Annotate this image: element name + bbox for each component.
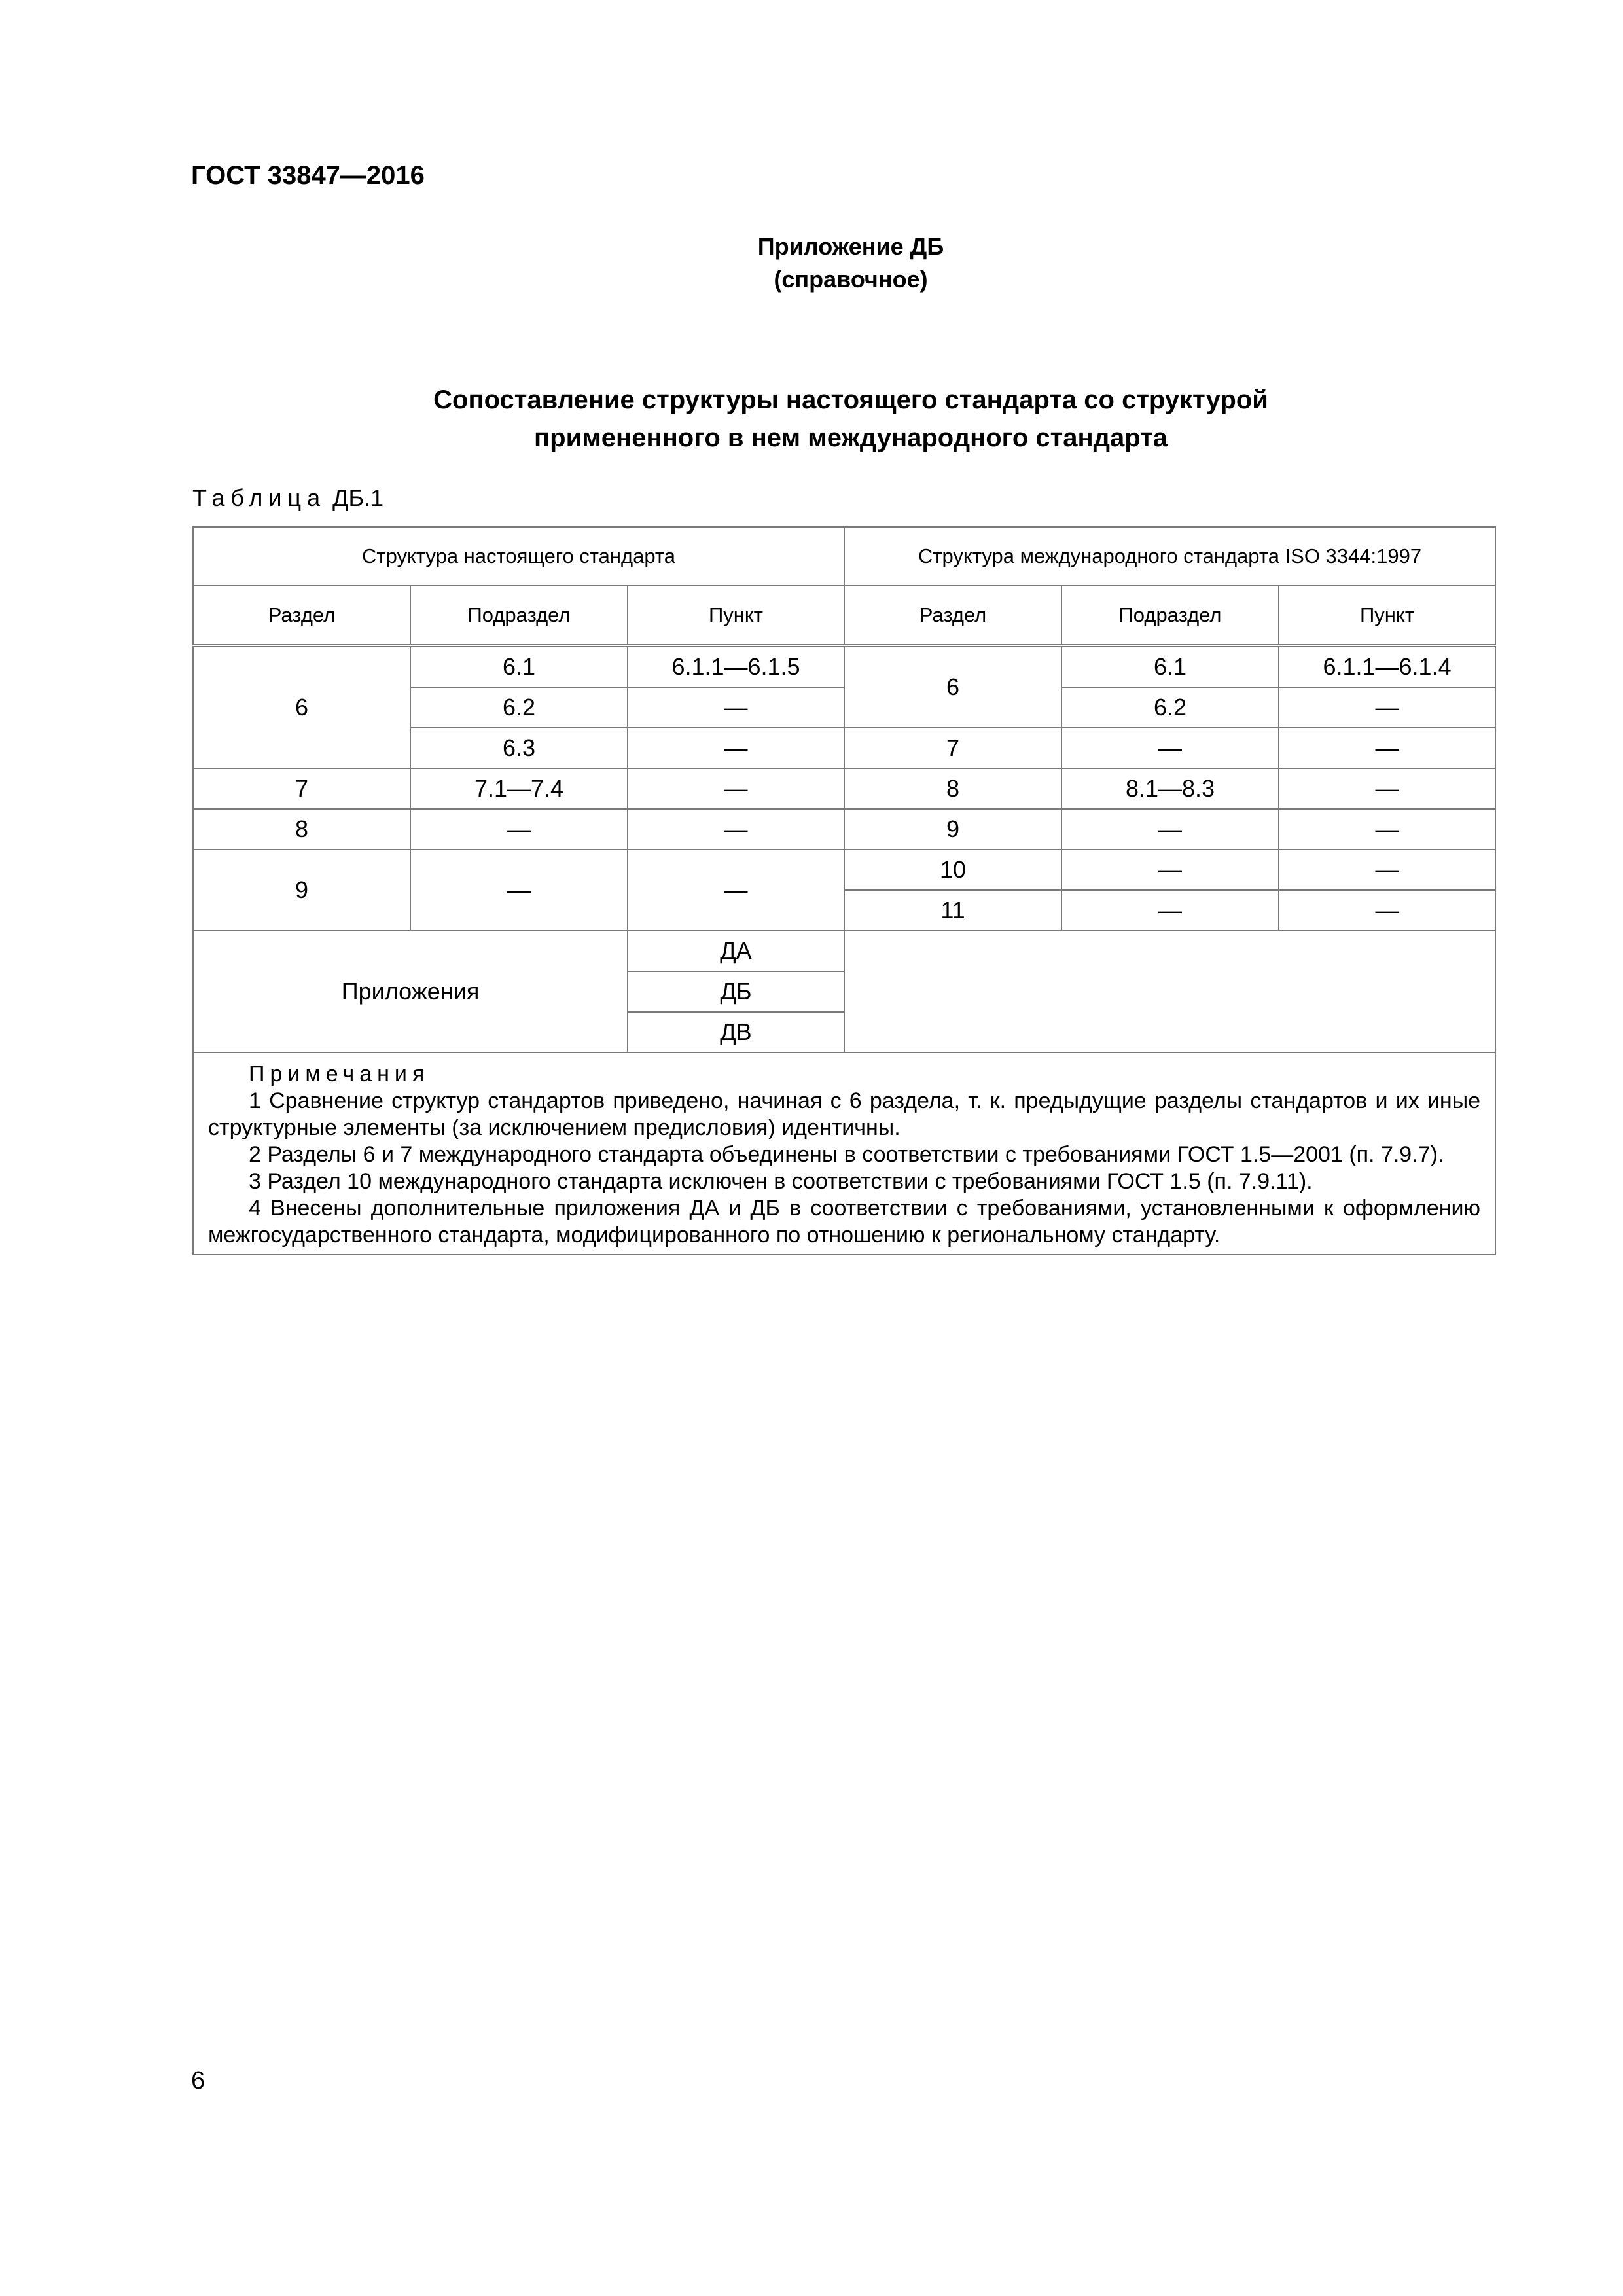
table-cell: 6 [193,646,410,769]
col-header-subsection: Подраздел [410,586,628,646]
col-header-section: Раздел [844,586,1061,646]
table-cell: — [1061,890,1279,931]
table-cell: — [1279,687,1495,728]
note-item: 1 Сравнение структур стандартов приведено, начиная с 6 раздела, т. к. предыдущие разделы стандартов и их иные структурные элементы (за исключением предисловия) идентичны. [208,1088,1481,1140]
appendix-cell: ДБ [628,971,844,1012]
header-national-structure: Структура настоящего стандарта [193,527,844,586]
appendix-cell: ДВ [628,1012,844,1052]
table-group-header-row [193,527,1495,586]
table-cell: 6.1.1—6.1.4 [1279,646,1495,688]
col-header-subsection: Подраздел [1061,586,1279,646]
table-cell: 7.1—7.4 [410,768,628,809]
table-cell: 9 [193,850,410,931]
table-cell: 6 [844,646,1061,728]
notes-title: Примечания [249,1062,430,1086]
table-cell: — [628,809,844,850]
table-row [193,850,1495,890]
table-caption [192,484,383,512]
table-cell: 10 [844,850,1061,890]
document-code: ГОСТ 33847—2016 [191,161,425,190]
table-cell: — [628,768,844,809]
table-cell: 8 [193,809,410,850]
note-item: 3 Раздел 10 международного стандарта исключен в соответствии с требованиями ГОСТ 1.5 (п. 7.9.11). [249,1169,1313,1194]
note-item: 2 Разделы 6 и 7 международного стандарта объединены в соответствии с требованиями ГОСТ 1.5—2001 (п. 7.9.7). [249,1142,1444,1167]
table-cell: 7 [844,728,1061,768]
table-cell: — [628,728,844,768]
table-caption-word: Таблица [192,484,327,511]
table-cell: 6.1 [1061,646,1279,688]
section-heading [0,381,1623,457]
table-notes [193,1052,1495,1255]
table-cell: 8 [844,768,1061,809]
table-column-header-row [193,586,1495,646]
heading-line-1: Сопоставление структуры настоящего стандарта со структурой [433,386,1268,414]
appendices-label-cell: Приложения [193,931,628,1052]
table-cell: — [410,809,628,850]
annex-subtitle: (справочное) [774,266,928,293]
table-cell: 9 [844,809,1061,850]
table-cell: 6.1.1—6.1.5 [628,646,844,688]
table-cell: — [1279,728,1495,768]
table-cell: 6.3 [410,728,628,768]
table-cell: 8.1—8.3 [1061,768,1279,809]
table-cell: — [628,850,844,931]
appendix-cell: ДА [628,931,844,971]
table-cell: 6.2 [410,687,628,728]
annex-title: Приложение ДБ [757,233,944,260]
note-item: 4 Внесены дополнительные приложения ДА и ДБ в соответствии с требованиями, установленными к оформлению межгосударственного стандарта, модифицированного по отношению к региональному стандарту. [208,1196,1481,1247]
annex-title-block [0,230,1623,296]
heading-line-2: примененного в нем международного стандарта [534,423,1168,452]
table-cell: — [1279,809,1495,850]
table-cell: 11 [844,890,1061,931]
table-cell: — [1279,890,1495,931]
page-number: 6 [191,2067,205,2094]
table-cell: 6.2 [1061,687,1279,728]
table-cell: — [1061,850,1279,890]
structure-comparison-table [192,526,1496,1255]
table-cell: 7 [193,768,410,809]
table-cell: 6.1 [410,646,628,688]
empty-cell [844,931,1495,1052]
table-cell: — [1061,728,1279,768]
table-cell: — [410,850,628,931]
table-cell: — [1279,768,1495,809]
col-header-section: Раздел [193,586,410,646]
col-header-clause: Пункт [1279,586,1495,646]
table-cell: — [1279,850,1495,890]
table-cell: — [1061,809,1279,850]
header-international-structure: Структура международного стандарта ISO 3344:1997 [844,527,1495,586]
table-row [193,768,1495,809]
table-row [193,931,1495,971]
table-notes-row [193,1052,1495,1255]
table-row [193,646,1495,688]
table-row [193,809,1495,850]
table-cell: — [628,687,844,728]
col-header-clause: Пункт [628,586,844,646]
table-caption-number: ДБ.1 [332,484,384,511]
